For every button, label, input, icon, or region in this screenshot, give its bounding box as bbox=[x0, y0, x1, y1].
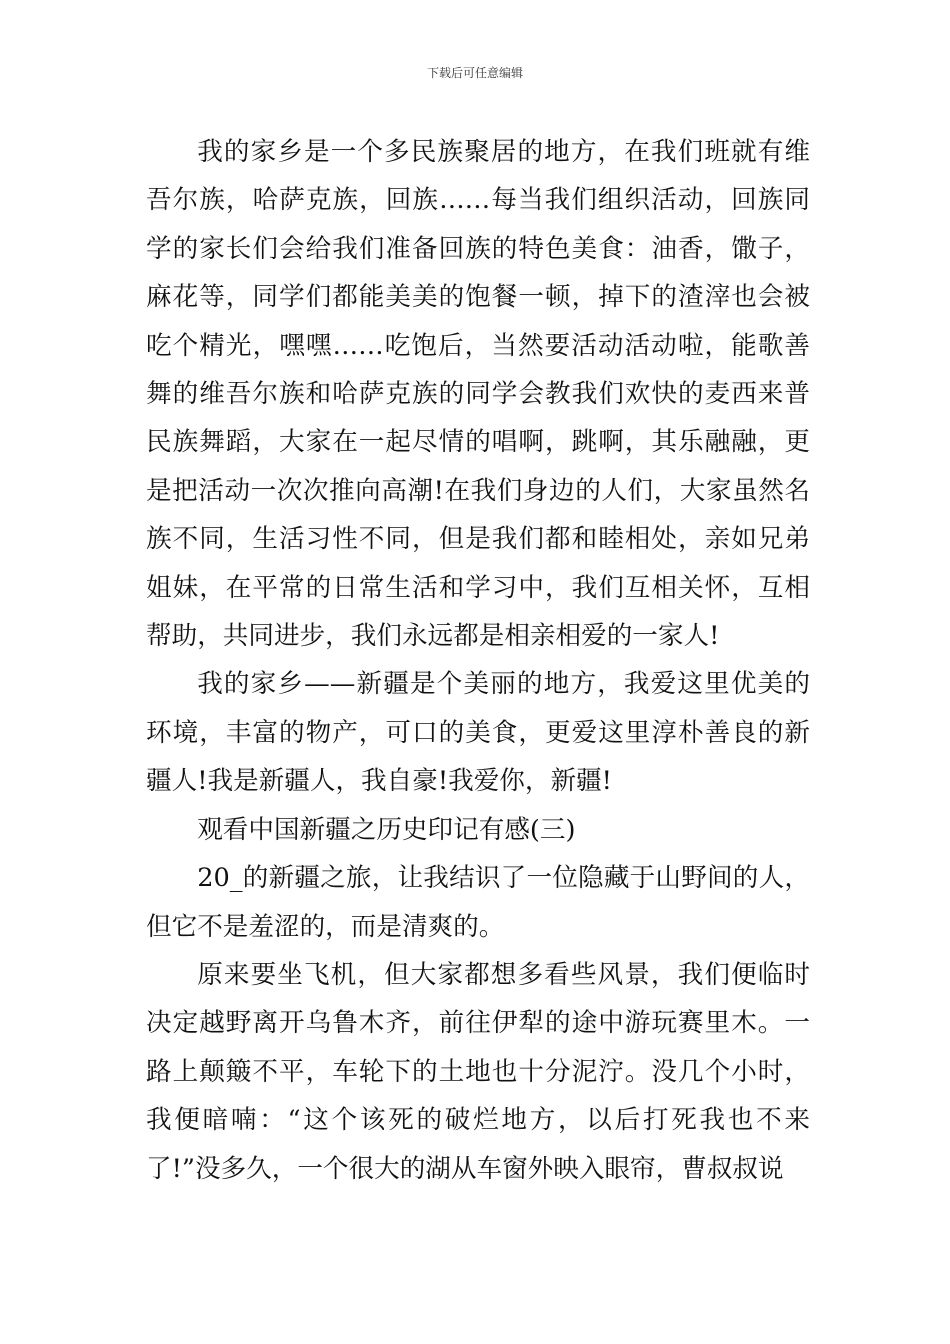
paragraph-1: 我的家乡是一个多民族聚居的地方，在我们班就有维吾尔族，哈萨克族，回族……每当我们组织活动，回族同学的家长们会给我们准备回族的特色美食：油香，馓子，麻花等，同学们都能美美的饱餐一顿，掉下的渣滓也会被吃个精光，嘿嘿……吃饱后，当然要活动活动啦，能歌善舞的维吾尔族和哈萨克族的同学会教我们欢快的麦西来普民族舞蹈，大家在一起尽情的唱啊，跳啊，其乐融融，更是把活动一次次推向高潮!在我们身边的人们，大家虽然名族不同，生活习性不同，但是我们都和睦相处，亲如兄弟姐妹，在平常的日常生活和学习中，我们互相关怀，互相帮助，共同进步，我们永远都是相亲相爱的一家人! bbox=[146, 137, 810, 652]
document-body bbox=[146, 128, 810, 1193]
page-header: 下载后可任意编辑 bbox=[426, 66, 523, 80]
paragraph-4: 原来要坐飞机，但大家都想多看些风景，我们便临时决定越野离开乌鲁木齐，前往伊犁的途中游玩赛里木。一路上颠簸不平，车轮下的土地也十分泥泞。没几个小时，我便暗喃：“这个该死的破烂地方，以后打死我也不来了!”没多久，一个很大的湖从车窗外映入眼帘，曹叔叔说 bbox=[146, 959, 810, 1184]
paragraph-3: 20_的新疆之旅，让我结识了一位隐藏于山野间的人，但它不是羞涩的，而是清爽的。 bbox=[146, 863, 810, 942]
section-title: 观看中国新疆之历史印记有感(三) bbox=[197, 814, 576, 845]
paragraph-2: 我的家乡——新疆是个美丽的地方，我爱这里优美的环境，丰富的物产，可口的美食，更爱这里淳朴善良的新疆人!我是新疆人，我自豪!我爱你，新疆! bbox=[146, 669, 810, 797]
